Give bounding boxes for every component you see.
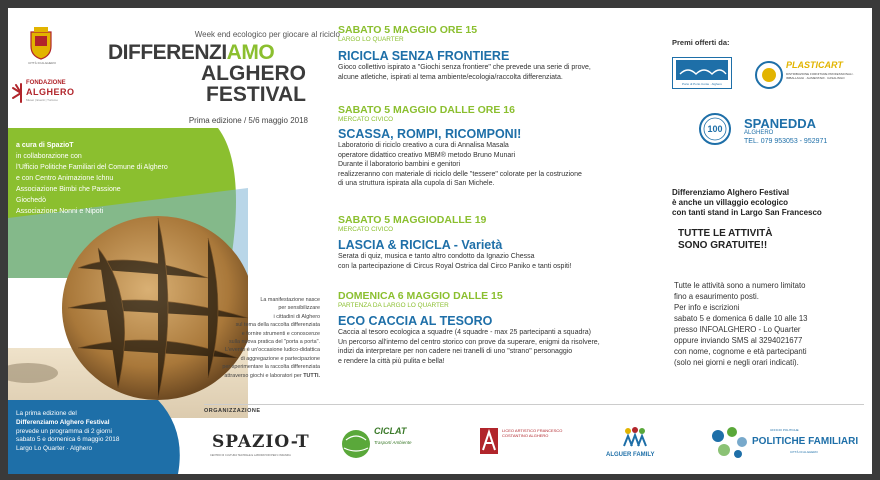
event-when: SABATO 5 MAGGIO ORE 15 [338,24,478,36]
city-crest-icon [28,26,54,60]
event-body-line: Durante il laboratorio bambini e genitori [338,161,461,169]
info-line: fino a esaurimento posti. [674,292,759,301]
plasticart-name: PLASTICART [786,60,843,70]
village-line: con tanti stand in Largo San Francesco [672,208,822,217]
info-line: presso INFOALGHERO - Lo Quarter [674,325,801,334]
village-line: Differenziamo Alghero Festival [672,188,790,197]
village-notice [672,188,872,218]
politiche-familiari-top: UFFICIO POLITICHE [770,428,799,432]
tagline: Week end ecologico per giocare al riciclo [194,30,340,39]
event-body-line: realizzeranno con materiale di riciclo delle "tessere" colorate per la costruzione [338,170,582,178]
curator-line: e con Centro Animazione Ichnu [16,175,114,182]
info-block [674,280,869,368]
event-4 [338,290,658,366]
event-body-line: Gioco collettivo ispirato a "Giochi senza frontiere" che prevede una serie di prove, [338,64,591,71]
intro-line: prevede un programma di 2 giorni [16,427,112,435]
blurb-line: sulla nuova pratica del "porta a porta". [228,339,320,346]
event-where: MERCATO CIVICO [338,226,394,233]
spanedda-city: ALGHERO [744,130,774,136]
politiche-familiari-icon [708,424,752,462]
curator-heading: a cura di SpazioT [16,142,74,149]
event-body-line: Caccia al tesoro ecologica a squadre (4 squadre - max 25 partecipanti a squadra) [338,329,591,336]
info-line: oppure inviando SMS al 3294021677 [674,336,803,345]
spanedda-anniversary-icon [698,112,732,146]
blurb-line: e fornire strumenti e conoscenze [241,330,320,337]
title-part-b: AMO [226,41,275,64]
ciclat-name: CICLAT [374,426,407,436]
footer-divider [204,404,864,405]
fondazione-name: ALGHERO [26,87,75,97]
info-line: sabato 5 e domenica 6 dalle 10 alle 13 [674,314,808,323]
plasticart-logo-icon [754,60,784,90]
village-line: è anche un villaggio ecologico [672,198,789,207]
event-when: SABATO 5 MAGGIODALLE 19 [338,214,487,226]
event-body-line: e rendere la città più pulita e bella! [338,357,445,365]
festival-title-line3: FESTIVAL [206,83,306,106]
festival-title-line1 [108,42,274,64]
event-body-line: alcune atletiche, ispirati al tema ambiente/ecologia/raccolta differenziata. [338,73,563,81]
intro-line: La prima edizione del [16,410,77,417]
intro-block [16,410,176,454]
fondazione-label: FONDAZIONE [26,80,66,86]
spanedda-name: SPANEDDA [744,116,816,131]
blurb-line: di aggregazione e partecipazione [240,355,320,362]
blurb-line: L'evento è un'occasione ludico-didattica [225,347,320,354]
event-1 [338,24,658,82]
event-body-line: operatore didattico creativo MBM® metodo Bruno Munari [338,151,516,159]
intro-line: Largo Lo Quarter · Alghero [16,445,93,453]
blurb-line: i cittadini di Alghero [273,313,320,320]
festival-flyer [8,8,872,474]
curator-line: Giochedò [16,197,46,204]
alguer-family-icon [622,426,648,448]
event-body-line: Serata di quiz, musica e tanto altro condotto da Ignazio Chessa [338,253,535,260]
event-body-line: indizi da interpretare per non cadere nei tranelli di uno "strano" personaggio [338,348,573,356]
alguer-family-name: ALGUER FAMILY [606,452,655,458]
blurb-last: attraverso giochi e laboratori per [224,372,302,379]
edition-dates: Prima edizione / 5/6 maggio 2018 [188,116,308,125]
event-title: SCASSA, ROMPI, RICOMPONI! [338,127,522,141]
event-3 [338,214,658,271]
event-title: ECO CACCIA AL TESORO [338,314,493,328]
event-where: MERCATO CIVICO [338,116,394,123]
event-where: PARTENZA DA LARGO LO QUARTER [338,302,449,309]
blurb-bold: TUTTI. [303,372,320,379]
free-line: SONO GRATUITE!! [678,240,768,251]
event-when: SABATO 5 MAGGIO DALLE ORE 16 [338,104,515,116]
event-body-line: Un percorso all'interno del centro storico con prove da superare, enigmi da risolvere, [338,338,600,346]
curator-line: Associazione Nonni e Nipoti [16,208,104,215]
info-line: Per info e iscrizioni [674,303,740,312]
blurb-line: per sperimentare la raccolta differenziata [222,364,320,371]
fondazione-sub: Musei | Eventi | Turismo [26,98,58,102]
spazio-t-sub: CENTRO DI CULTURA TEATRALE E LABORATORI PER L'INFANZIA [210,454,291,457]
intro-festival: Differenziamo Alghero Festival [16,418,110,426]
porto-conte-name: Porto di Porto Conte · Alghero [681,82,723,86]
event-body-line: Laboratorio di riciclo creativo a cura di Annalisa Masala [338,142,509,149]
liceo-logo-icon [480,428,498,454]
curator-block [16,140,236,217]
plasticart-desc: DISTRIBUZIONE FORNITURE PROFESSIONALI · IMBALLAGGI · ALIMENTARI · CASALINGO [786,72,855,80]
porto-wave-icon [676,60,728,80]
free-activities [678,228,772,252]
event-title: RICICLA SENZA FRONTIERE [338,49,510,63]
info-line: con nome, cognome e età partecipanti [674,347,807,356]
event-body-line: di una struttura ispirata alla cupola di San Michele. [338,180,495,188]
organization-label: ORGANIZZAZIONE [204,408,261,414]
curator-line: Associazione Bimbi che Passione [16,186,121,193]
politiche-familiari-bottom: CITTÀ DI ALGHERO [790,450,818,454]
info-line: Tutte le attività sono a numero limitato [674,281,806,290]
event-2 [338,104,658,189]
event-title: LASCIA & RICICLA - Varietà [338,238,503,252]
info-line: (solo nei giorni e negli orari indicati). [674,358,799,367]
event-when: DOMENICA 6 MAGGIO DALLE 15 [338,290,503,302]
title-part-a: DIFFERENZI [108,41,227,64]
politiche-familiari-name: POLITICHE FAMILIARI [752,436,859,447]
prizes-heading: Premi offerti da: [672,38,730,47]
blurb-line: per sensibilizzare [278,305,320,312]
festival-description [148,296,320,380]
event-body-line: con la partecipazione di Circus Royal Ostrica dal Circo Paniko e tanti ospiti! [338,262,572,270]
blurb-line [148,372,320,380]
festival-title-line2: ALGHERO [201,62,306,85]
event-where: LARGO LO QUARTER [338,36,404,43]
curator-line: l'Ufficio Politiche Familiari del Comune di Alghero [16,164,168,171]
spazio-t-logo: SPAZIO-T [212,432,310,452]
intro-line: sabato 5 e domenica 6 maggio 2018 [16,436,120,444]
curator-line: in collaborazione con [16,153,82,160]
blurb-line: sul tema della raccolta differenziata [235,322,320,329]
ciclat-sub: Trasporti Ambiente [374,440,412,445]
badge-text: 100 [707,124,723,134]
blurb-line: La manifestazione nasce [260,297,320,303]
free-line: TUTTE LE ATTIVITÀ [678,228,773,239]
crest-caption: CITTÀ DI ALGHERO [28,61,56,65]
spanedda-phone: TEL. 079 953053 - 952971 [744,138,828,145]
liceo-name: LICEO ARTISTICO FRANCESCO COSTANTINO ALGHERO [502,428,563,438]
